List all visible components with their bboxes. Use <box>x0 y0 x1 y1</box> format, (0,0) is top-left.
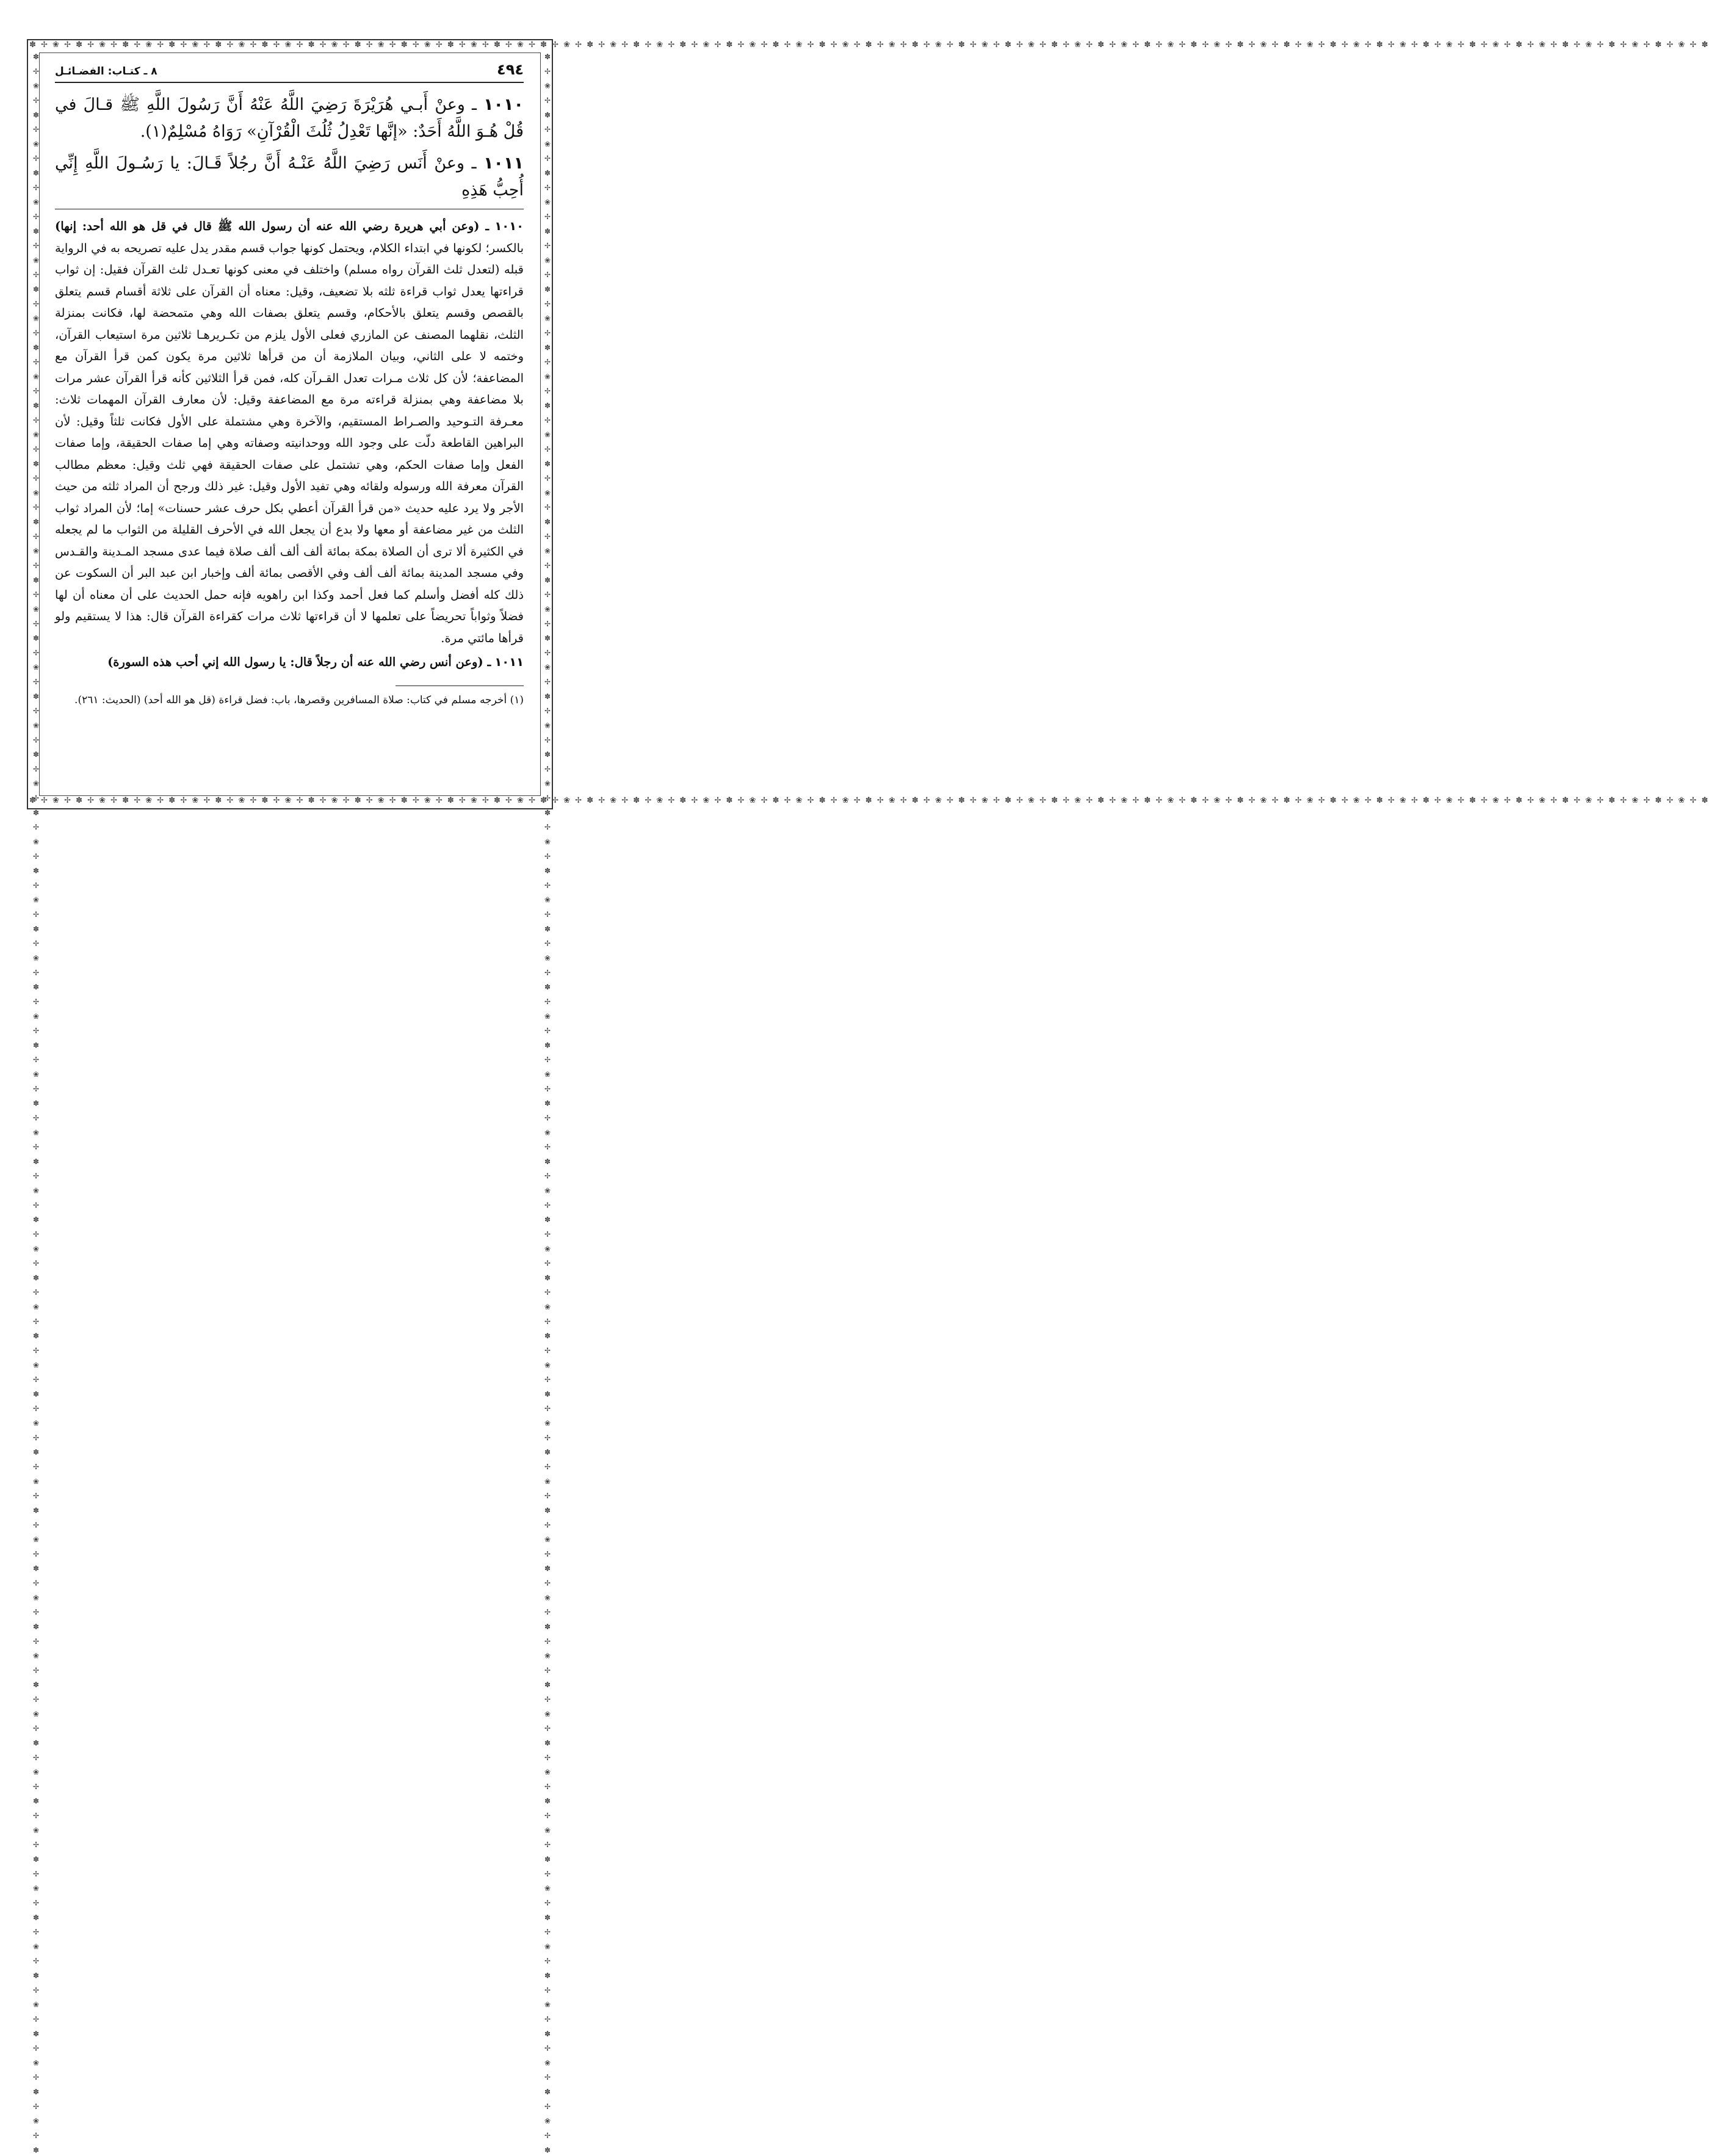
commentary-lead: ـ (وعن أنس رضي الله عنه أن رجلاً قال: يا رسول الله إني أحب هذه السورة) <box>107 655 491 669</box>
ornamental-border-left: ✽ ✢ ❀ ✢ ✽ ✢ ❀ ✢ ✽ ✢ ❀ ✢ ✽ ✢ ❀ ✢ ✽ ✢ ❀ ✢ ✽ ✢ ❀ ✢ ✽ ✢ ❀ ✢ ✽ ✢ ❀ ✢ ✽ ✢ ❀ ✢ ✽ ✢ ❀ ✢ ✽ ✢ ❀ ✢ ✽ ✢ ❀ ✢ ✽ ✢ ❀ ✢ ✽ ✢ ❀ ✢ ✽ ✢ ❀ ✢ ✽ ✢ ❀ ✢ ✽ ✢ ❀ ✢ ✽ ✢ ❀ ✢ ✽ ✢ ❀ ✢ ✽ ✢ ❀ ✢ ✽ ✢ ❀ ✢ ✽ ✢ ❀ ✢ ✽ ✢ ❀ ✢ ✽ ✢ ❀ ✢ ✽ ✢ ❀ ✢ ✽ ✢ ❀ ✢ ✽ ✢ ❀ ✢ ✽ ✢ ❀ ✢ ✽ ✢ ❀ ✢ ✽ ✢ ❀ ✢ ✽ ✢ ❀ ✢ ✽ ✢ ❀ ✢ ✽ ✢ ❀ ✢ ✽ ✢ ❀ ✢ ✽ ✢ ❀ ✢ ✽ ✢ ❀ ✢ ✽ <box>32 52 40 2156</box>
hadith-text-section <box>55 92 524 204</box>
hadith-number: ١٠١١ <box>483 154 524 173</box>
commentary-number: ١٠١١ <box>494 655 524 669</box>
running-header <box>55 61 524 83</box>
page-number: ٤٩٤ <box>497 61 524 78</box>
commentary-1011 <box>55 651 524 673</box>
ornamental-border-bottom: ✽ ✢ ❀ ✢ ✽ ✢ ❀ ✢ ✽ ✢ ❀ ✢ ✽ ✢ ❀ ✢ ✽ ✢ ❀ ✢ ✽ ✢ ❀ ✢ ✽ ✢ ❀ ✢ ✽ ✢ ❀ ✢ ✽ ✢ ❀ ✢ ✽ ✢ ❀ ✢ ✽ ✢ ❀ ✢ ✽ ✢ ❀ ✢ ✽ ✢ ❀ ✢ ✽ ✢ ❀ ✢ ✽ ✢ ❀ ✢ ✽ ✢ ❀ ✢ ✽ ✢ ❀ ✢ ✽ ✢ ❀ ✢ ✽ ✢ ❀ ✢ ✽ ✢ ❀ ✢ ✽ ✢ ❀ ✢ ✽ ✢ ❀ ✢ ✽ ✢ ❀ ✢ ✽ ✢ ❀ ✢ ✽ ✢ ❀ ✢ ✽ ✢ ❀ ✢ ✽ ✢ ❀ ✢ ✽ ✢ ❀ ✢ ✽ ✢ ❀ ✢ ✽ ✢ ❀ ✢ ✽ ✢ ❀ ✢ ✽ ✢ ❀ ✢ ✽ ✢ ❀ ✢ ✽ ✢ ❀ ✢ ✽ ✢ ❀ ✢ ✽ ✢ ❀ ✢ ✽ <box>29 796 1709 805</box>
commentary-section <box>55 215 524 673</box>
book-title: ٨ ـ كتـاب: الفضـائـل <box>55 65 157 78</box>
commentary-1010 <box>55 215 524 649</box>
commentary-number: ١٠١٠ <box>494 219 524 233</box>
ornamental-border-top: ✽ ✢ ❀ ✢ ✽ ✢ ❀ ✢ ✽ ✢ ❀ ✢ ✽ ✢ ❀ ✢ ✽ ✢ ❀ ✢ ✽ ✢ ❀ ✢ ✽ ✢ ❀ ✢ ✽ ✢ ❀ ✢ ✽ ✢ ❀ ✢ ✽ ✢ ❀ ✢ ✽ ✢ ❀ ✢ ✽ ✢ ❀ ✢ ✽ ✢ ❀ ✢ ✽ ✢ ❀ ✢ ✽ ✢ ❀ ✢ ✽ ✢ ❀ ✢ ✽ ✢ ❀ ✢ ✽ ✢ ❀ ✢ ✽ ✢ ❀ ✢ ✽ ✢ ❀ ✢ ✽ ✢ ❀ ✢ ✽ ✢ ❀ ✢ ✽ ✢ ❀ ✢ ✽ ✢ ❀ ✢ ✽ ✢ ❀ ✢ ✽ ✢ ❀ ✢ ✽ ✢ ❀ ✢ ✽ ✢ ❀ ✢ ✽ ✢ ❀ ✢ ✽ ✢ ❀ ✢ ✽ ✢ ❀ ✢ ✽ ✢ ❀ ✢ ✽ ✢ ❀ ✢ ✽ ✢ ❀ ✢ ✽ ✢ ❀ ✢ ✽ ✢ ❀ ✢ ✽ <box>29 40 1709 49</box>
hadith-number: ١٠١٠ <box>483 95 524 114</box>
commentary-lead: ـ (وعن أبي هريرة رضي الله عنه أن رسول الله ﷺ قال في قل هو الله أحد: إنها) <box>55 219 490 233</box>
page-content <box>55 61 524 709</box>
hadith-body: ـ وعنْ أَنَس رَضِيَ اللَّهُ عَنْـهُ أَنَّ رجُلاً قَـالَ: يا رَسُـولَ اللَّهِ إِنِّي أُحِبُّ هَذِهِ <box>55 154 524 200</box>
footnotes-section <box>55 691 524 709</box>
ornamental-border-right: ✽ ✢ ❀ ✢ ✽ ✢ ❀ ✢ ✽ ✢ ❀ ✢ ✽ ✢ ❀ ✢ ✽ ✢ ❀ ✢ ✽ ✢ ❀ ✢ ✽ ✢ ❀ ✢ ✽ ✢ ❀ ✢ ✽ ✢ ❀ ✢ ✽ ✢ ❀ ✢ ✽ ✢ ❀ ✢ ✽ ✢ ❀ ✢ ✽ ✢ ❀ ✢ ✽ ✢ ❀ ✢ ✽ ✢ ❀ ✢ ✽ ✢ ❀ ✢ ✽ ✢ ❀ ✢ ✽ ✢ ❀ ✢ ✽ ✢ ❀ ✢ ✽ ✢ ❀ ✢ ✽ ✢ ❀ ✢ ✽ ✢ ❀ ✢ ✽ ✢ ❀ ✢ ✽ ✢ ❀ ✢ ✽ ✢ ❀ ✢ ✽ ✢ ❀ ✢ ✽ ✢ ❀ ✢ ✽ ✢ ❀ ✢ ✽ ✢ ❀ ✢ ✽ ✢ ❀ ✢ ✽ ✢ ❀ ✢ ✽ ✢ ❀ ✢ ✽ ✢ ❀ ✢ ✽ ✢ ❀ ✢ ✽ ✢ ❀ ✢ ✽ ✢ ❀ ✢ ✽ <box>543 52 552 2156</box>
commentary-body: بالكسر؛ لكونها في ابتداء الكلام، ويحتمل كونها جواب قسم مقدر يدل عليه تصريحه به في الرواية قبله (لتعدل ثلث القرآن رواه مسلم) واختلف في معنى كونها تعـدل ثلث القرآن فقيل: إن ثواب قراءتها يعدل ثواب قراءة ثلثه بلا تضعيف، وقيل: معناه أن القرآن على ثلاثة أقسام قسم يتعلق بالقصص وقسم يتعلق بالأحكام، وقسم يتعلق بصفات الله وهي متمحضة لها، فكانت بمنزلة الثلث، نقلهما المصنف عن المازري فعلى الأول يلزم من تكـريرهـا ثلاثين مرة استيعاب القرآن، وختمه لا على الثاني، وبيان الملازمة أن من قرأها ثلاثين مرة يكون كمن قرأ القرآن مع المضاعفة؛ لأن كل ثلاث مـرات تعدل القـرآن كله، فمن قرأ الثلاثين كأنه قرأ القرآن عشر مرات بلا مضاعفة وهي بمنزلة قراءته مرة مع المضاعفة وقيل: لأن معارف القرآن المهمات ثلاث: معـرفة التـوحيد والصـراط المستقيم، والآخرة وهي مشتملة على الأول فكانت ثلثاً وقيل: لأن البراهين القاطعة دلّت على وجود الله ووحدانيته وصفاته وهي إما صفات الحقيقة، وإما صفات الفعل وإما صفات الحكم، وهي تشتمل على صفات الحقيقة فهي ثلث وقيل: معظم مطالب القرآن معرفة الله ورسوله ولقائه وهي تفيد الأول وقيل: غير ذلك ورجح أن المراد ثلثه من حيث الأجر ولا يرد عليه حديث «من قرأ القرآن أعطي بكل حرف عشر حسنات» إما؛ لأن المراد ثواب الثلث من غير مضاعفة أو معها ولا بدع أن يجعل الله في الأحرف القليلة من الثواب ما لم يجعله في الكثيرة ألا ترى أن الصلاة بمكة بمائة ألف ألف ألف صلاة فيما عدى مسجد المـدينة والقـدس وفي مسجد المدينة بمائة ألف ألف وفي الأقصى بمائة ألف وإخبار ابن عبد البر أن السكوت عن ذلك كله أفضل وأسلم كما فعل أحمد وكذا ابن راهويه فإنه حمل الحديث على أن معناه أن لها فضلاً وثواباً تحريضاً على تعلمها لا أن قراءتها ثلاث مرات كقراءة القرآن قال: هذا لا يستقيم ولو قرأها مائتي مرة. <box>55 241 524 645</box>
hadith-1011 <box>55 150 524 204</box>
hadith-body: ـ وعنْ أَبـي هُرَيْرَةَ رَضِيَ اللَّهُ عَنْهُ أَنَّ رَسُولَ اللَّهِ ﷺ قـالَ في قُلْ هُـوَ اللَّهُ أَحَدٌ: «إنَّها تَعْدِلُ ثُلُثَ الْقُرْآنِ» رَوَاهُ مُسْلِمٌ(١). <box>55 95 524 141</box>
hadith-1010 <box>55 92 524 145</box>
footnote-1: (١) أخرجه مسلم في كتاب: صلاة المسافرين وقصرها، باب: فضل قراءة (قل هو الله أحد) (الحديث: ٢٦١). <box>74 693 524 706</box>
